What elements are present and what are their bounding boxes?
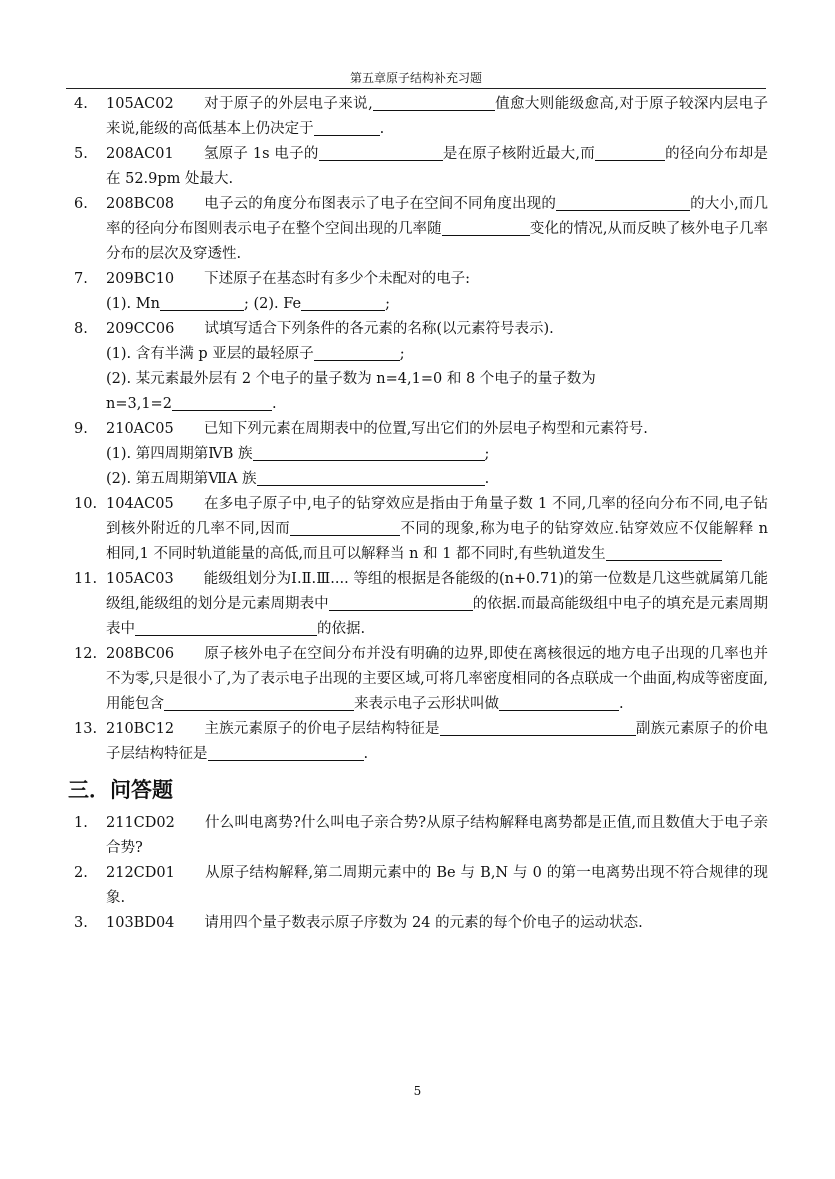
answer-blank[interactable] xyxy=(301,294,385,311)
question-number: 8. xyxy=(74,321,88,337)
question-number: 10. xyxy=(74,496,98,512)
question-4 xyxy=(74,92,768,142)
sub-question: (1). Mn xyxy=(106,296,160,312)
page-number: 5 xyxy=(413,1084,422,1098)
answer-blank[interactable] xyxy=(556,194,690,211)
sub-question: n=3,1=2 xyxy=(106,396,172,412)
question-text: 在多电子原子中,电子的钻穿效应是指由于角量子数 1 不同,几率的径向分布不同,电子钻到核外附近的几率不同,因而 xyxy=(106,496,768,537)
sub-question: ; (2). Fe xyxy=(243,296,302,312)
question-code: 103BD04 xyxy=(106,915,175,931)
sub-question: ; xyxy=(385,296,390,312)
question-text: 的依据. xyxy=(317,621,366,637)
sub-question: . xyxy=(484,471,490,487)
question-code: 104AC05 xyxy=(106,496,174,512)
question-6 xyxy=(74,192,768,267)
question-number: 5. xyxy=(74,146,88,162)
question-text: . xyxy=(363,746,369,762)
question-number: 9. xyxy=(74,421,88,437)
section-heading: 三．问答题 xyxy=(68,778,173,802)
answer-blank[interactable] xyxy=(373,94,495,111)
question-12 xyxy=(74,642,768,717)
question-text: 值愈大则能级愈高,对于原子较深内层电子来说,能级的高低基本上仍决定于 xyxy=(106,96,769,137)
question-number: 7. xyxy=(74,271,88,287)
qa-question-2 xyxy=(74,861,768,911)
answer-blank[interactable] xyxy=(499,694,619,711)
question-text: 主族元素原子的价电子层结构特征是 xyxy=(204,721,440,737)
question-number: 1. xyxy=(74,815,88,831)
question-text: 能级组划分为Ⅰ.Ⅱ.Ⅲ.... 等组的根据是各能级的(n+0.71)的第一位数是几这些就属第几能级组,能级组的划分是元素周期表中 xyxy=(106,571,768,612)
question-text: 来表示电子云形状叫做 xyxy=(354,696,499,712)
question-text: 已知下列元素在周期表中的位置,写出它们的外层电子构型和元素符号. xyxy=(203,421,648,437)
answer-blank[interactable] xyxy=(314,119,380,136)
question-text: 氢原子 1s 电子的 xyxy=(203,146,319,162)
qa-question-3 xyxy=(74,911,768,936)
question-10 xyxy=(74,492,768,567)
answer-blank[interactable] xyxy=(160,294,244,311)
question-text: . xyxy=(619,696,624,712)
question-number: 6. xyxy=(74,196,88,212)
question-9 xyxy=(74,417,768,492)
question-text: 试填写适合下列条件的各元素的名称(以元素符号表示). xyxy=(204,321,554,337)
sub-question: ; xyxy=(484,446,490,462)
sub-question: ; xyxy=(399,346,405,362)
question-7 xyxy=(74,267,768,317)
question-text: 的依据.而最高能级组中电子的填充是元素周期表中 xyxy=(106,596,769,637)
question-number: 4. xyxy=(74,96,88,112)
question-5 xyxy=(74,142,768,192)
question-code: 105AC03 xyxy=(106,571,174,587)
question-code: 208BC08 xyxy=(106,196,175,212)
answer-blank[interactable] xyxy=(314,344,400,361)
question-code: 209BC10 xyxy=(106,271,175,287)
answer-blank[interactable] xyxy=(595,144,665,161)
question-text: 副族元素原子的价电子层结构特征是 xyxy=(106,721,769,762)
qa-question-1 xyxy=(74,811,768,861)
question-text: 电子云的角度分布图表示了电子在空间不同角度出现的 xyxy=(204,196,556,212)
answer-blank[interactable] xyxy=(172,394,272,411)
question-text: 原子核外电子在空间分布并没有明确的边界,即使在离核很远的地方电子出现的几率也并不为零,只是很小了,为了表示电子出现的主要区域,可将几率密度相同的各点联成一个曲面,构成等密度面,用能包含 xyxy=(106,646,768,712)
question-code: 208BC06 xyxy=(106,646,175,662)
answer-blank[interactable] xyxy=(164,694,354,711)
question-text: . xyxy=(379,121,385,137)
sub-question: (2). 某元素最外层有 2 个电子的量子数为 n=4,1=0 和 8 个电子的量子数为 xyxy=(106,371,596,387)
answer-blank[interactable] xyxy=(208,744,364,761)
question-text: 什么叫电离势?什么叫电子亲合势?从原子结构解释电离势都是正值,而且数值大于电子亲合势? xyxy=(106,815,768,856)
question-text: 对于原子的外层电子来说, xyxy=(203,96,373,112)
sub-question: (2). 第五周期第ⅦA 族 xyxy=(106,471,257,487)
question-13 xyxy=(74,717,768,767)
running-header: 第五章原子结构补充习题 xyxy=(349,71,482,85)
question-code: 211CD02 xyxy=(106,815,175,831)
question-8 xyxy=(74,317,768,417)
answer-blank[interactable] xyxy=(606,544,722,561)
answer-blank[interactable] xyxy=(442,219,530,236)
question-text: 的大小,而几率的径向分布图则表示电子在整个空间出现的几率随 xyxy=(106,196,769,237)
answer-blank[interactable] xyxy=(290,519,400,536)
question-text: 请用四个量子数表示原子序数为 24 的元素的每个价电子的运动状态. xyxy=(204,915,643,931)
question-code: 105AC02 xyxy=(106,96,174,112)
sub-question: . xyxy=(271,396,277,412)
question-11 xyxy=(74,567,768,642)
header-rule xyxy=(66,88,766,89)
question-code: 210AC05 xyxy=(106,421,174,437)
question-code: 208AC01 xyxy=(106,146,174,162)
question-number: 2. xyxy=(74,865,88,881)
sub-question: (1). 第四周期第ⅣB 族 xyxy=(106,446,253,462)
question-text: 不同的现象,称为电子的钻穿效应.钻穿效应不仅能解释 n 相同,1 不同时轨道能量的高低,而且可以解释当 n 和 1 都不同时,有些轨道发生 xyxy=(106,521,768,562)
answer-blank[interactable] xyxy=(329,594,473,611)
answer-blank[interactable] xyxy=(253,444,485,461)
question-number: 12. xyxy=(74,646,98,662)
question-text: 下述原子在基态时有多少个未配对的电子: xyxy=(204,271,471,287)
question-text: 的径向分布却是在 52.9pm 处最大. xyxy=(106,146,769,187)
question-number: 13. xyxy=(74,721,98,737)
question-code: 210BC12 xyxy=(106,721,175,737)
question-code: 212CD01 xyxy=(106,865,175,881)
answer-blank[interactable] xyxy=(135,619,317,636)
question-number: 11. xyxy=(74,571,98,587)
content xyxy=(68,92,769,936)
sub-question: (1). 含有半满 p 亚层的最轻原子 xyxy=(106,346,314,362)
answer-blank[interactable] xyxy=(257,469,485,486)
question-number: 3. xyxy=(74,915,88,931)
question-text: 变化的情况,从而反映了核外电子几率分布的层次及穿透性. xyxy=(106,221,769,262)
question-code: 209CC06 xyxy=(106,321,175,337)
answer-blank[interactable] xyxy=(319,144,443,161)
question-text: 从原子结构解释,第二周期元素中的 Be 与 B,N 与 0 的第一电离势出现不符合规律的现象. xyxy=(106,865,768,906)
answer-blank[interactable] xyxy=(440,719,636,736)
question-text: 是在原子核附近最大,而 xyxy=(442,146,595,162)
